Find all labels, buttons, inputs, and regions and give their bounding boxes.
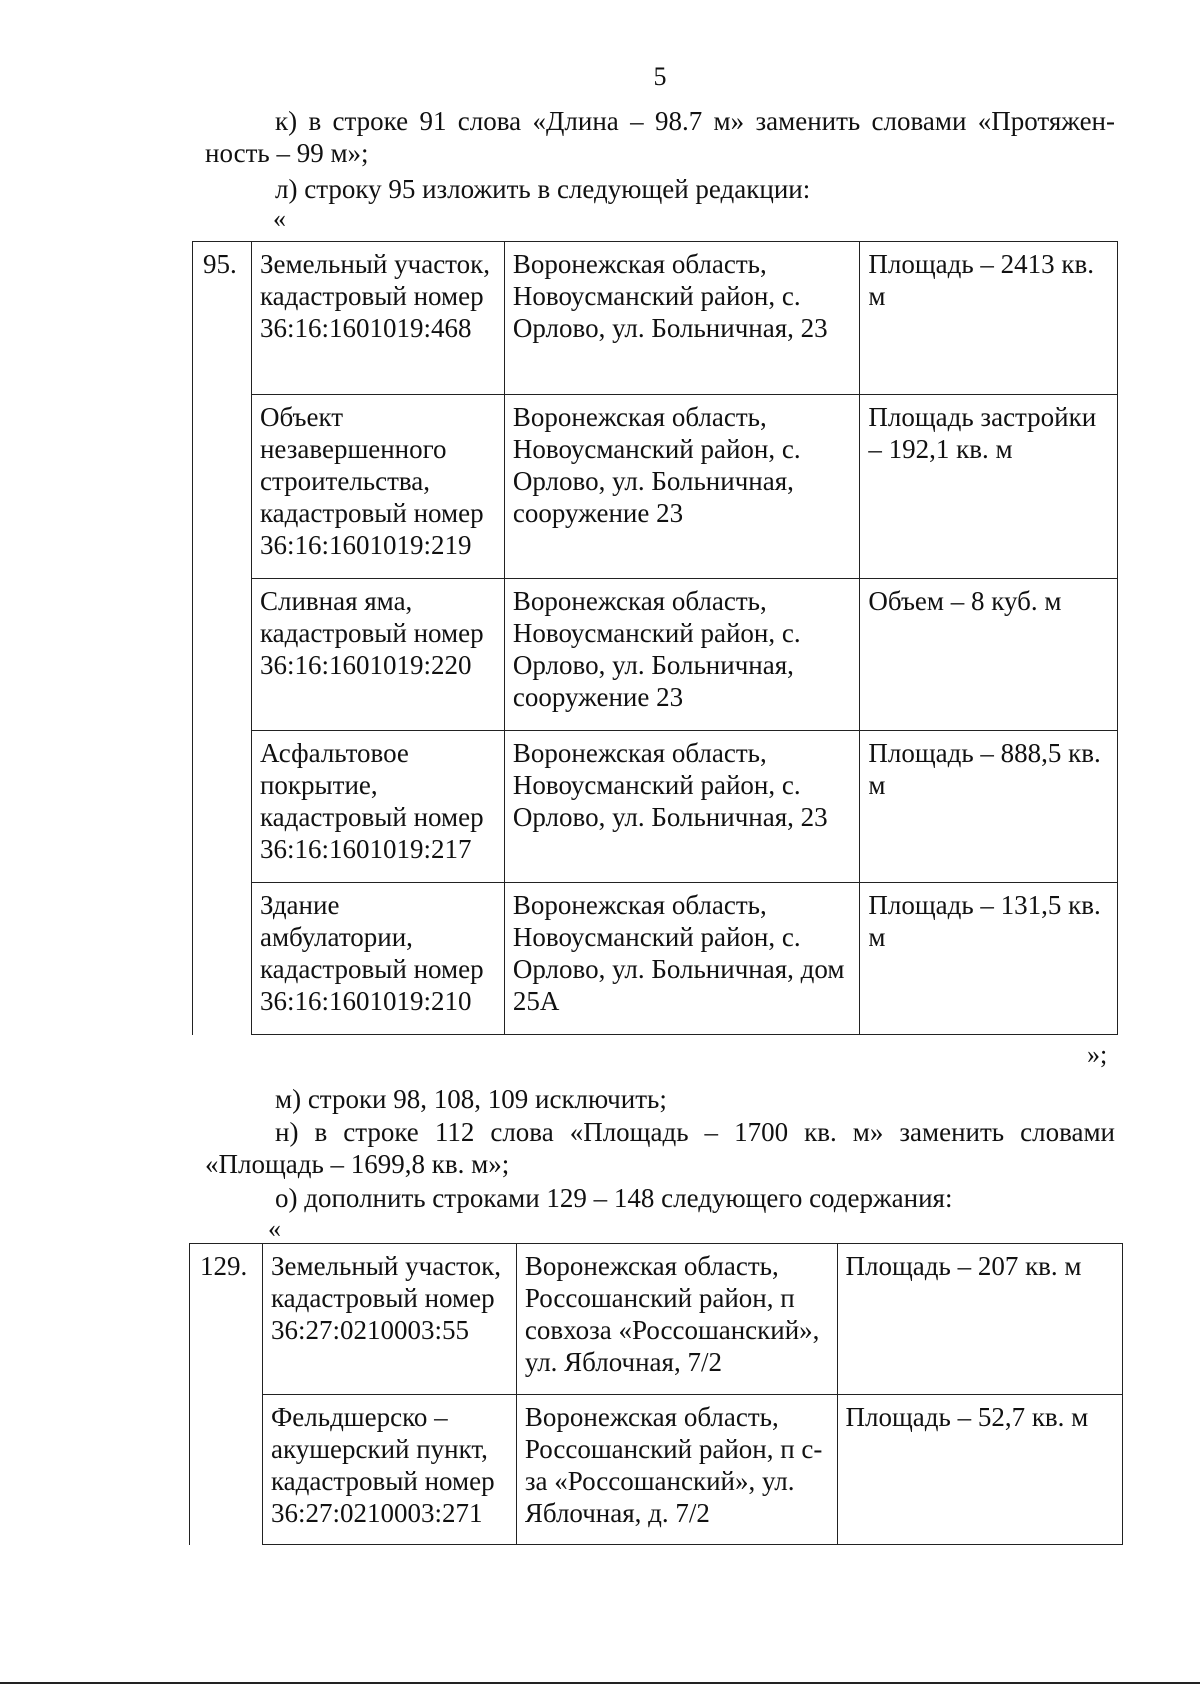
paragraph-n bbox=[205, 1116, 1115, 1180]
paragraph-k bbox=[205, 105, 1115, 169]
closing-quote: »; bbox=[1087, 1040, 1108, 1069]
paragraph-l bbox=[205, 173, 1115, 205]
paragraph-m-text: м) строки 98, 108, 109 исключить; bbox=[275, 1084, 667, 1114]
table-row bbox=[193, 242, 1118, 395]
table-row-129 bbox=[189, 1243, 1123, 1545]
object-cell: Здание амбулатории, кадастровый номер 36:16:1601019:210 bbox=[251, 883, 504, 1035]
measure-cell: Объем – 8 куб. м bbox=[860, 579, 1118, 731]
table-row bbox=[193, 395, 1118, 579]
object-cell: Земельный участок, кадастровый номер 36:27:0210003:55 bbox=[262, 1244, 516, 1395]
measure-cell: Площадь – 131,5 кв. м bbox=[860, 883, 1118, 1035]
object-cell: Объект незавершенного строительства, кадастровый номер 36:16:1601019:219 bbox=[251, 395, 504, 579]
table-row bbox=[193, 579, 1118, 731]
paragraph-k-text: к) в строке 91 слова «Длина – 98.7 м» заменить словами «Протяжен-ность – 99 м»; bbox=[205, 106, 1115, 168]
row-number: 95. bbox=[193, 242, 252, 1035]
table-row bbox=[190, 1244, 1123, 1395]
measure-cell: Площадь застройки – 192,1 кв. м bbox=[860, 395, 1118, 579]
measure-cell: Площадь – 888,5 кв. м bbox=[860, 731, 1118, 883]
paragraph-l-text: л) строку 95 изложить в следующей редакции: bbox=[275, 174, 811, 204]
measure-cell: Площадь – 52,7 кв. м bbox=[837, 1395, 1122, 1545]
object-cell: Асфальтовое покрытие, кадастровый номер 36:16:1601019:217 bbox=[251, 731, 504, 883]
address-cell: Воронежская область, Новоусманский район, с. Орлово, ул. Больничная, дом 25А bbox=[504, 883, 859, 1035]
paragraph-n-text: н) в строке 112 слова «Площадь – 1700 кв. м» заменить словами «Площадь – 1699,8 кв. м»; bbox=[205, 1117, 1115, 1179]
table-row bbox=[193, 883, 1118, 1035]
opening-quote-2: « bbox=[268, 1214, 281, 1243]
address-cell: Воронежская область, Россошанский район, п с-за «Россошанский», ул. Яблочная, д. 7/2 bbox=[516, 1395, 837, 1545]
address-cell: Воронежская область, Россошанский район, п совхоза «Россошанский», ул. Яблочная, 7/2 bbox=[516, 1244, 837, 1395]
opening-quote: « bbox=[273, 204, 286, 233]
table-row bbox=[193, 731, 1118, 883]
row-number: 129. bbox=[190, 1244, 263, 1545]
paragraph-m bbox=[205, 1083, 1115, 1115]
measure-cell: Площадь – 2413 кв. м bbox=[860, 242, 1118, 395]
object-cell: Сливная яма, кадастровый номер 36:16:1601019:220 bbox=[251, 579, 504, 731]
address-cell: Воронежская область, Новоусманский район, с. Орлово, ул. Больничная, сооружение 23 bbox=[504, 395, 859, 579]
paragraph-o-text: о) дополнить строками 129 – 148 следующего содержания: bbox=[275, 1183, 953, 1213]
table-row-95 bbox=[192, 241, 1118, 1035]
address-cell: Воронежская область, Новоусманский район, с. Орлово, ул. Больничная, 23 bbox=[504, 731, 859, 883]
object-cell: Земельный участок, кадастровый номер 36:16:1601019:468 bbox=[251, 242, 504, 395]
address-cell: Воронежская область, Новоусманский район, с. Орлово, ул. Больничная, сооружение 23 bbox=[504, 579, 859, 731]
paragraph-o bbox=[205, 1182, 1115, 1214]
table-row bbox=[190, 1395, 1123, 1545]
measure-cell: Площадь – 207 кв. м bbox=[837, 1244, 1122, 1395]
page-number: 5 bbox=[653, 62, 667, 91]
address-cell: Воронежская область, Новоусманский район, с. Орлово, ул. Больничная, 23 bbox=[504, 242, 859, 395]
object-cell: Фельдшерско – акушерский пункт, кадастровый номер 36:27:0210003:271 bbox=[262, 1395, 516, 1545]
bottom-rule bbox=[0, 1682, 1200, 1684]
